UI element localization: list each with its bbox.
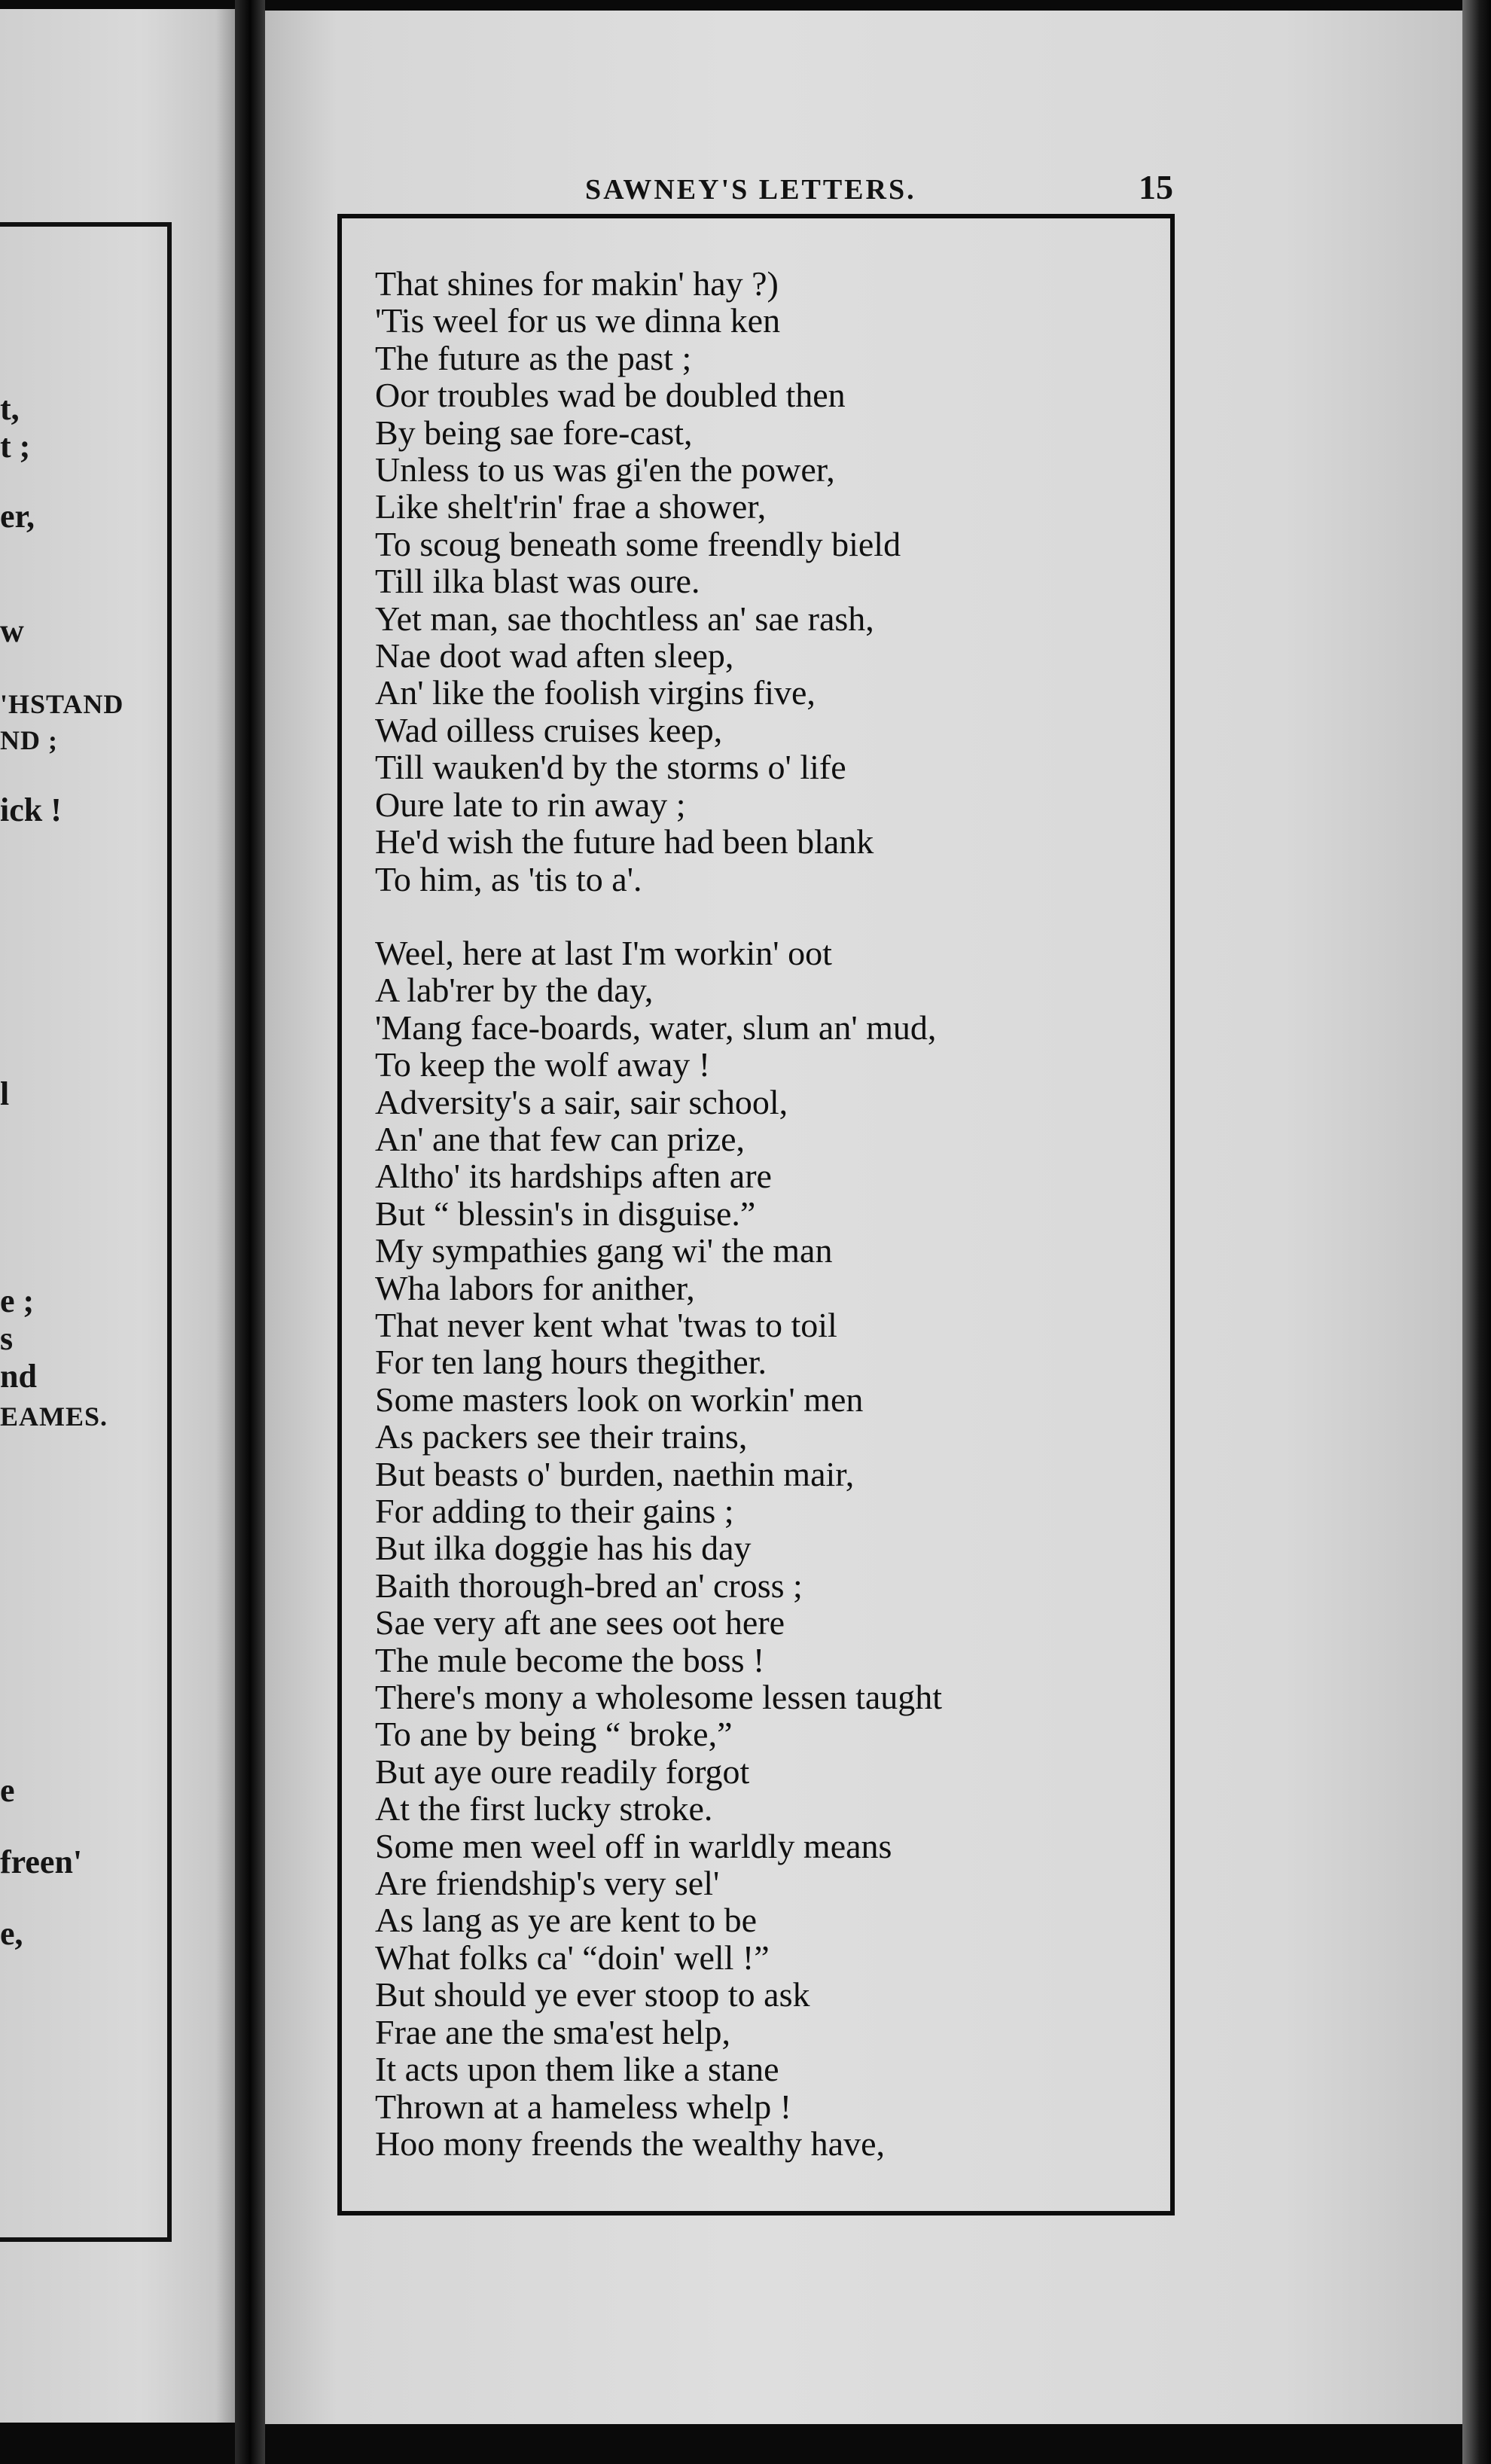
left-fragment: s	[0, 1320, 14, 1357]
poem	[375, 265, 1158, 2162]
verse-line: But “ blessin's in disguise.”	[375, 1194, 756, 1233]
verse-line: Till ilka blast was oure.	[375, 562, 700, 601]
verse-line: Are friendship's very sel'	[375, 1864, 720, 1903]
verse-line: Nae doot wad aften sleep,	[375, 636, 734, 675]
verse-line: That shines for makin' hay ?)	[375, 264, 779, 303]
verse-line: 'Mang face-boards, water, slum an' mud,	[375, 1008, 937, 1047]
left-fragment: w	[0, 612, 24, 649]
verse-line: To ane by being “ broke,”	[375, 1715, 733, 1754]
verse-line: Till wauken'd by the storms o' life	[375, 748, 846, 787]
verse-line: A lab'rer by the day,	[375, 971, 654, 1010]
left-facing-page	[0, 9, 235, 2423]
running-title: SAWNEY'S LETTERS.	[585, 174, 916, 206]
verse-line: That never kent what 'twas to toil	[375, 1305, 837, 1344]
page-number: 15	[1139, 168, 1173, 206]
left-fragment: freen'	[0, 1843, 83, 1880]
left-fragment: er,	[0, 498, 35, 535]
page-edge-shadow	[1462, 0, 1491, 2464]
verse-line: To him, as 'tis to a'.	[375, 859, 642, 898]
verse-line: Yet man, sae thochtless an' sae rash,	[375, 599, 874, 638]
verse-line: The mule become the boss !	[375, 1640, 765, 1679]
verse-line: But beasts o' burden, naethin mair,	[375, 1454, 855, 1493]
verse-line: To scoug beneath some freendly bield	[375, 524, 901, 563]
verse-line: My sympathies gang wi' the man	[375, 1231, 833, 1270]
verse-line: But ilka doggie has his day	[375, 1529, 752, 1568]
verse-line: To keep the wolf away !	[375, 1045, 711, 1084]
verse-line: There's mony a wholesome lessen taught	[375, 1678, 943, 1717]
verse-line: 'Tis weel for us we dinna ken	[375, 301, 781, 340]
verse-line: It acts upon them like a stane	[375, 2050, 779, 2089]
verse-line: But aye oure readily forgot	[375, 1752, 750, 1791]
verse-line: Thrown at a hameless whelp !	[375, 2087, 792, 2126]
verse-line: Wha labors for anither,	[375, 1268, 695, 1307]
verse-line: But should ye ever stoop to ask	[375, 1975, 810, 2014]
page-header	[265, 167, 1462, 212]
verse-line: What folks ca' “doin' well !”	[375, 1938, 770, 1977]
verse-line: An' like the foolish virgins five,	[375, 673, 816, 712]
book-gutter	[235, 0, 265, 2464]
verse-line: Oure late to rin away ;	[375, 785, 686, 824]
left-fragment: e ;	[0, 1282, 35, 1319]
left-fragment: e,	[0, 1915, 23, 1952]
left-fragment: l	[0, 1075, 10, 1112]
left-fragment: nd	[0, 1358, 37, 1395]
verse-line: Unless to us was gi'en the power,	[375, 450, 835, 489]
verse-line: Sae very aft ane sees oot here	[375, 1603, 785, 1642]
left-fragment: ND ;	[0, 725, 58, 755]
verse-line: The future as the past ;	[375, 338, 692, 377]
verse-line: By being sae fore-cast,	[375, 413, 693, 452]
verse-line: Weel, here at last I'm workin' oot	[375, 933, 832, 972]
verse-line: Frae ane the sma'est help,	[375, 2012, 730, 2051]
verse-line: He'd wish the future had been blank	[375, 822, 874, 861]
left-fragment: 'HSTAND	[0, 689, 124, 719]
stanza-break	[375, 898, 1158, 935]
verse-line: Some masters look on workin' men	[375, 1380, 864, 1419]
verse-line: Altho' its hardships aften are	[375, 1157, 772, 1196]
verse-line: As packers see their trains,	[375, 1417, 748, 1456]
verse-line: Some men weel off in warldly means	[375, 1826, 892, 1865]
verse-line: Baith thorough-bred an' cross ;	[375, 1566, 803, 1605]
left-fragment: EAMES.	[0, 1401, 108, 1432]
verse-line: Adversity's a sair, sair school,	[375, 1082, 788, 1121]
left-fragment: t,	[0, 390, 20, 427]
verse-line: For ten lang hours thegither.	[375, 1343, 767, 1382]
left-fragment: e	[0, 1772, 15, 1809]
right-page	[265, 11, 1462, 2424]
verse-line: For adding to their gains ;	[375, 1492, 734, 1530]
verse-line: An' ane that few can prize,	[375, 1119, 746, 1158]
verse-line: Wad oilless cruises keep,	[375, 710, 723, 749]
verse-line: Like shelt'rin' frae a shower,	[375, 487, 767, 526]
left-fragment: ick !	[0, 791, 62, 828]
verse-line: Hoo mony freends the wealthy have,	[375, 2124, 886, 2163]
verse-line: As lang as ye are kent to be	[375, 1901, 758, 1940]
left-fragment: t ;	[0, 428, 31, 465]
verse-line: At the first lucky stroke.	[375, 1789, 713, 1828]
verse-line: Oor troubles wad be doubled then	[375, 376, 846, 415]
